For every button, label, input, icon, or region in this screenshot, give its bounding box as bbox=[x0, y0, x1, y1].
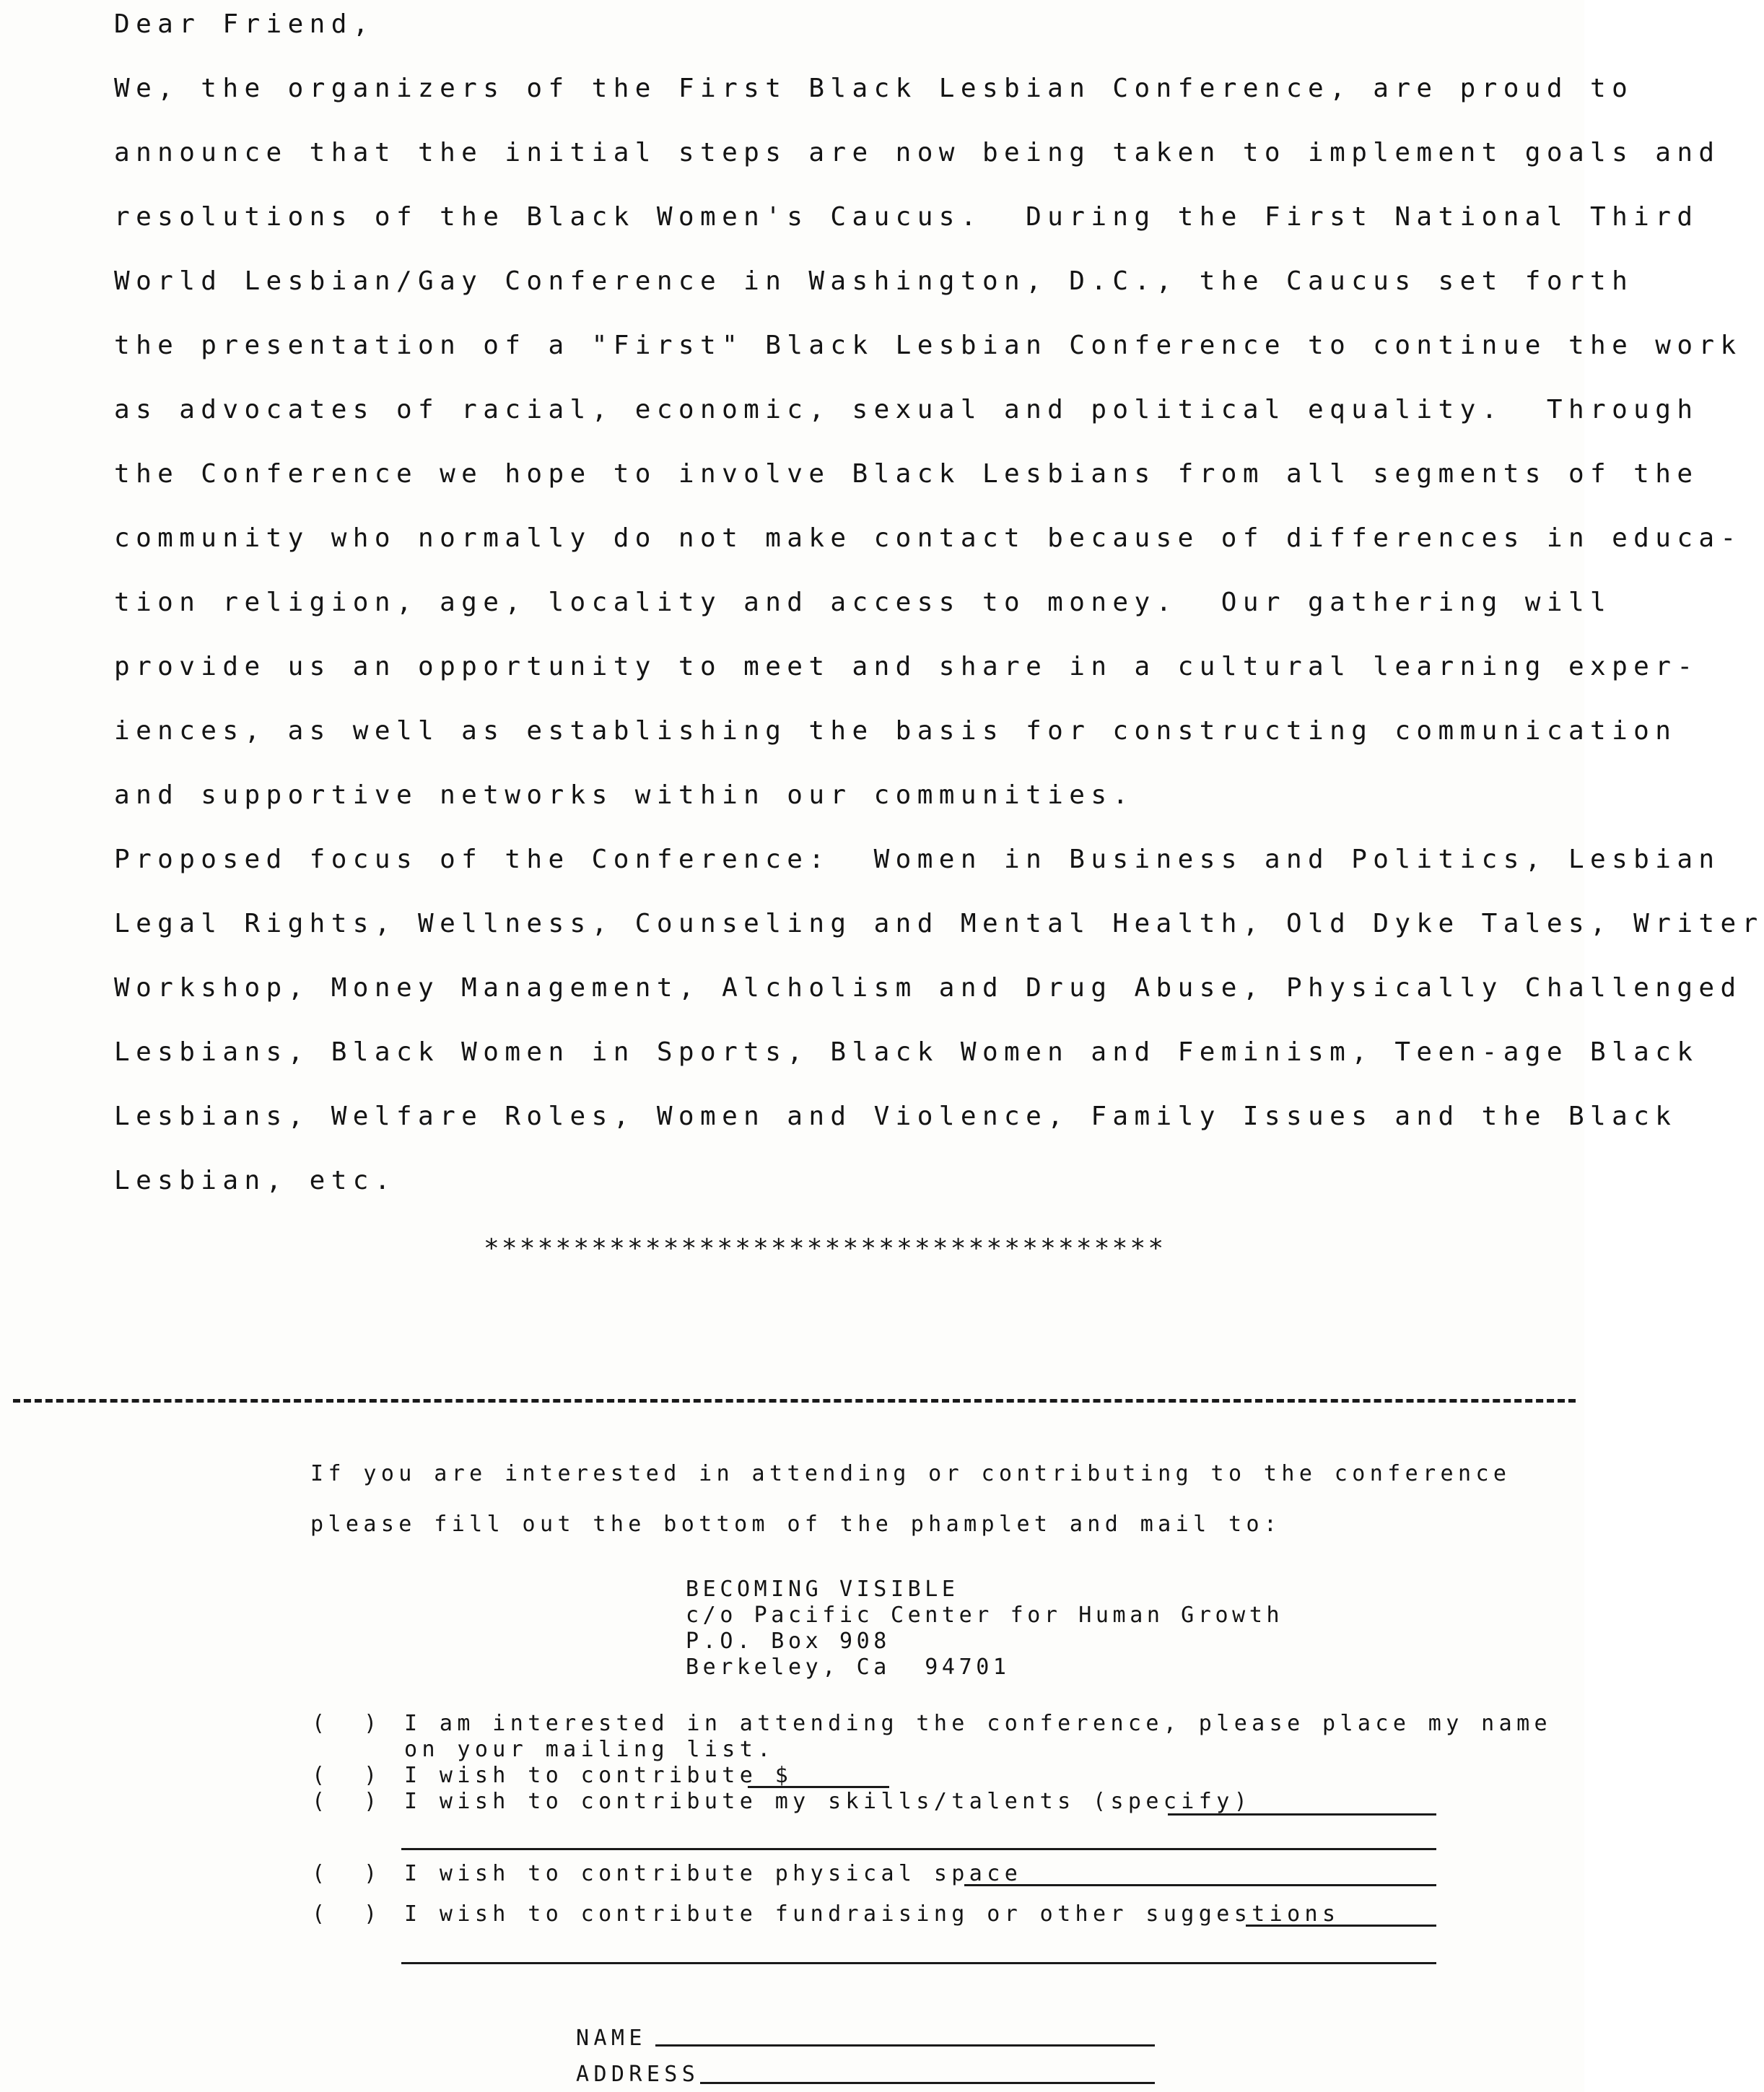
fundraising-field-line2[interactable] bbox=[401, 1962, 1436, 1964]
checkbox-fundraising[interactable]: ( ) bbox=[312, 1901, 382, 1927]
option-space-label: I wish to contribute physical space bbox=[404, 1861, 1023, 1886]
checkbox-space[interactable]: ( ) bbox=[312, 1861, 382, 1886]
mailing-address bbox=[686, 1577, 1283, 1681]
option-attend-label: I am interested in attending the conference, please place my name bbox=[404, 1711, 1552, 1736]
letter-line: World Lesbian/Gay Conference in Washington, D.C., the Caucus set forth bbox=[114, 266, 1634, 296]
letter-line: We, the organizers of the First Black Lesbian Conference, are proud to bbox=[114, 74, 1634, 103]
letter-line: iences, as well as establishing the basis for constructing communication bbox=[114, 716, 1677, 746]
letter-salutation: Dear Friend, bbox=[114, 9, 375, 39]
letter-line: resolutions of the Black Women's Caucus. During the First National Third bbox=[114, 202, 1699, 232]
address-line: P.O. Box 908 bbox=[686, 1629, 891, 1654]
address-line: BECOMING VISIBLE bbox=[686, 1577, 959, 1602]
address-line: c/o Pacific Center for Human Growth bbox=[686, 1603, 1284, 1628]
fundraising-field[interactable] bbox=[1246, 1925, 1436, 1927]
checkbox-money[interactable]: ( ) bbox=[312, 1763, 382, 1788]
letter-line: Lesbians, Black Women in Sports, Black Women and Feminism, Teen-age Black bbox=[114, 1037, 1699, 1067]
letter-line: the presentation of a "First" Black Lesbian Conference to continue the work bbox=[114, 331, 1742, 360]
address-field[interactable] bbox=[700, 2082, 1155, 2084]
skills-field-line2[interactable] bbox=[401, 1848, 1436, 1850]
money-amount-field[interactable] bbox=[748, 1786, 889, 1788]
letter-line: Workshop, Money Management, Alcholism and Drug Abuse, Physically Challenged bbox=[114, 973, 1742, 1003]
name-label: NAME bbox=[576, 2026, 647, 2051]
option-money-label: I wish to contribute $ bbox=[404, 1763, 793, 1788]
space-field[interactable] bbox=[964, 1884, 1436, 1886]
letter-line: and supportive networks within our communities. bbox=[114, 780, 1135, 810]
checkbox-attend[interactable]: ( ) bbox=[312, 1711, 382, 1736]
name-field[interactable] bbox=[655, 2044, 1155, 2047]
dashed-cut-line bbox=[13, 1399, 1576, 1403]
address-label: ADDRESS bbox=[576, 2062, 700, 2087]
option-attend-label: on your mailing list. bbox=[404, 1737, 775, 1762]
letter-line: community who normally do not make contact because of differences in educa- bbox=[114, 523, 1742, 553]
form-intro-line: If you are interested in attending or contributing to the conference bbox=[310, 1461, 1511, 1486]
letter-line: announce that the initial steps are now being taken to implement goals and bbox=[114, 138, 1721, 167]
letter-line: tion religion, age, locality and access to money. Our gathering will bbox=[114, 588, 1612, 617]
letter-line: provide us an opportunity to meet and share in a cultural learning exper- bbox=[114, 652, 1699, 681]
letter-line: Lesbians, Welfare Roles, Women and Violence, Family Issues and the Black bbox=[114, 1102, 1677, 1131]
letter-line: Lesbian, etc. bbox=[114, 1166, 396, 1195]
option-fundraising-label: I wish to contribute fundraising or other suggestions bbox=[404, 1901, 1340, 1927]
asterisk-divider: ************************************** bbox=[484, 1234, 1166, 1263]
checkbox-skills[interactable]: ( ) bbox=[312, 1789, 382, 1814]
letter-line: Legal Rights, Wellness, Counseling and Mental Health, Old Dyke Tales, Writer bbox=[114, 909, 1764, 938]
letter-line: as advocates of racial, economic, sexual and political equality. Through bbox=[114, 395, 1699, 424]
form-intro-line: please fill out the bottom of the phamplet and mail to: bbox=[310, 1512, 1282, 1537]
letter-line: Proposed focus of the Conference: Women in Business and Politics, Lesbian bbox=[114, 845, 1721, 874]
letter-line: the Conference we hope to involve Black Lesbians from all segments of the bbox=[114, 459, 1699, 489]
skills-field[interactable] bbox=[1168, 1813, 1436, 1816]
address-line: Berkeley, Ca 94701 bbox=[686, 1655, 1010, 1680]
option-skills-label: I wish to contribute my skills/talents (specify) bbox=[404, 1789, 1252, 1814]
